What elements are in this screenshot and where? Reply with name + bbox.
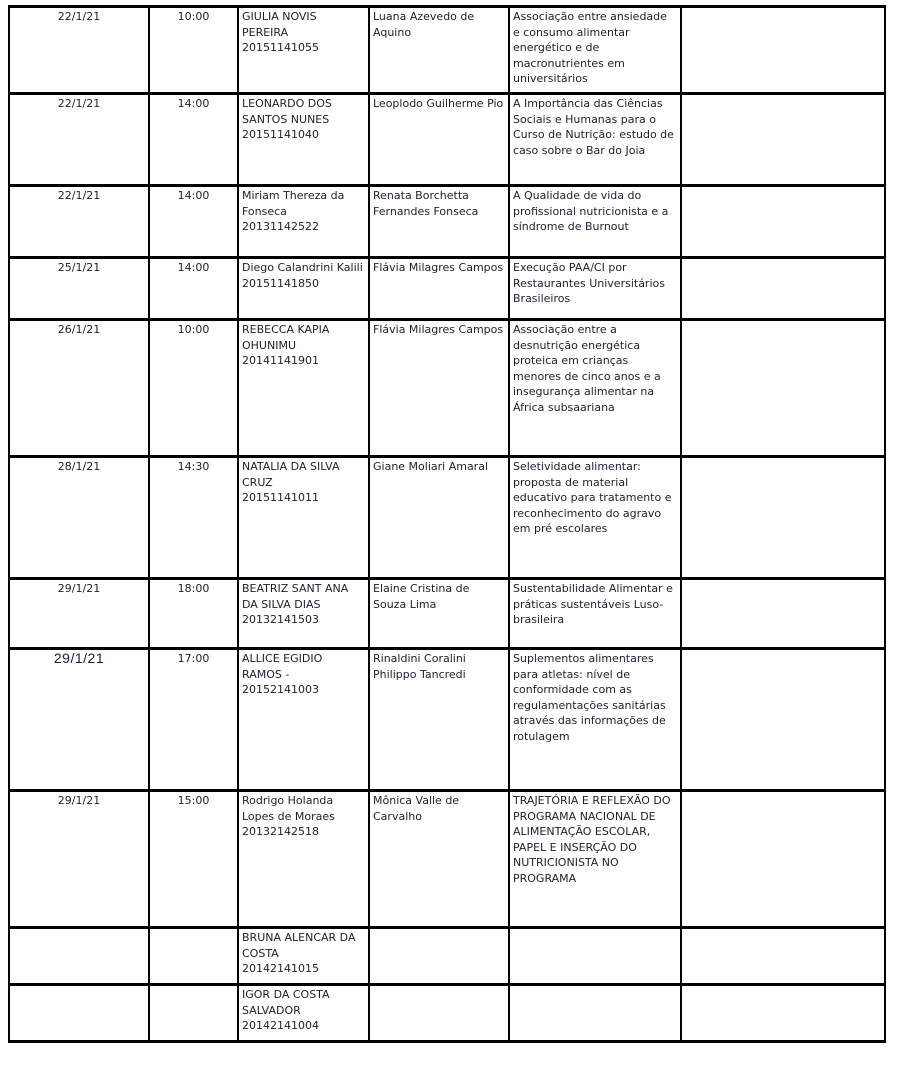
- advisor-cell-text: Leoplodo Guilherme Pio: [373, 97, 504, 110]
- work-title-cell-content: [513, 987, 677, 1039]
- student-cell-text: GIULIA NOVIS PEREIRA: [242, 10, 317, 39]
- date-cell-content: [13, 987, 145, 1039]
- student-cell-text: LEONARDO DOS SANTOS NUNES: [242, 97, 332, 126]
- student-cell-text: REBECCA KAPIA OHUNIMU: [242, 323, 330, 352]
- student-cell-text: IGOR DA COSTA SALVADOR: [242, 988, 330, 1017]
- student-cell-content: [242, 459, 365, 576]
- work-title-cell: [509, 985, 681, 1042]
- student-cell-content: [242, 651, 365, 788]
- table-row: [9, 258, 885, 320]
- work-title-cell-content: [513, 9, 677, 91]
- date-cell-content: [13, 9, 145, 91]
- work-title-cell: [509, 649, 681, 791]
- student-cell: [238, 649, 369, 791]
- work-title-cell-content: [513, 459, 677, 576]
- empty-cell: [681, 791, 885, 928]
- work-title-cell-text: Associação entre a desnutrição energética proteica em crianças menores de cinco anos e a insegurança alimentar na África subsaariana: [513, 323, 661, 414]
- student-cell-text: BEATRIZ SANT ANA DA SILVA DIAS: [242, 582, 349, 611]
- date-cell-text: 29/1/21: [53, 651, 105, 666]
- time-cell-text: 14:30: [177, 460, 210, 473]
- advisor-cell-content: [373, 459, 505, 576]
- table-row: [9, 985, 885, 1042]
- advisor-cell: [369, 985, 509, 1042]
- work-title-cell: [509, 258, 681, 320]
- time-cell: [149, 985, 238, 1042]
- time-cell-content: [153, 793, 234, 925]
- student-cell-text: ALLICE EGIDIO RAMOS -: [242, 652, 323, 681]
- date-cell-text: 28/1/21: [57, 460, 101, 473]
- student-cell-text: 20141141901: [242, 354, 319, 367]
- work-title-cell: [509, 320, 681, 457]
- student-cell-content: [242, 930, 365, 982]
- empty-cell: [681, 579, 885, 649]
- empty-cell: [681, 457, 885, 579]
- empty-cell: [681, 320, 885, 457]
- work-title-cell-content: [513, 260, 677, 317]
- time-cell-content: [153, 930, 234, 982]
- work-title-cell: [509, 579, 681, 649]
- student-cell: [238, 320, 369, 457]
- student-cell-text: 20151141055: [242, 41, 319, 54]
- student-cell: [238, 928, 369, 985]
- date-cell-content: [13, 793, 145, 925]
- time-cell-text: 10:00: [177, 323, 210, 336]
- time-cell-content: [153, 987, 234, 1039]
- date-cell-content: [13, 930, 145, 982]
- advisor-cell-text: Rinaldini Coralini Philippo Tancredi: [373, 652, 466, 681]
- date-cell-text: 29/1/21: [57, 794, 101, 807]
- date-cell: [9, 94, 149, 186]
- work-title-cell-text: Seletividade alimentar: proposta de material educativo para tratamento e reconhecimento do agravo em pré escolares: [513, 460, 672, 535]
- empty-cell: [681, 7, 885, 94]
- advisor-cell: [369, 94, 509, 186]
- advisor-cell-content: [373, 9, 505, 91]
- work-title-cell: [509, 791, 681, 928]
- date-cell: [9, 7, 149, 94]
- date-cell-content: [13, 651, 145, 788]
- student-cell: [238, 791, 369, 928]
- student-cell: [238, 258, 369, 320]
- time-cell-content: [153, 651, 234, 788]
- table-row: [9, 186, 885, 258]
- time-cell-content: [153, 322, 234, 454]
- time-cell-content: [153, 459, 234, 576]
- date-cell: [9, 457, 149, 579]
- advisor-cell: [369, 186, 509, 258]
- date-cell-content: [13, 260, 145, 317]
- student-cell-text: 20142141004: [242, 1019, 319, 1032]
- advisor-cell-text: Flávia Milagres Campos: [373, 261, 504, 274]
- empty-cell: [681, 985, 885, 1042]
- time-cell: [149, 457, 238, 579]
- work-title-cell-text: Sustentabilidade Alimentar e práticas sustentáveis Luso-brasileira: [513, 582, 673, 626]
- time-cell: [149, 791, 238, 928]
- empty-cell: [681, 258, 885, 320]
- empty-cell-content: [685, 987, 881, 1039]
- student-cell-text: Rodrigo Holanda Lopes de Moraes: [242, 794, 335, 823]
- date-cell-content: [13, 581, 145, 646]
- student-cell-content: [242, 322, 365, 454]
- student-cell-content: [242, 581, 365, 646]
- date-cell: [9, 791, 149, 928]
- student-cell-text: 20142141015: [242, 962, 319, 975]
- student-cell-text: Miriam Thereza da Fonseca: [242, 189, 345, 218]
- advisor-cell: [369, 320, 509, 457]
- date-cell: [9, 579, 149, 649]
- student-cell-text: 20131142522: [242, 220, 319, 233]
- empty-cell: [681, 928, 885, 985]
- advisor-cell-content: [373, 188, 505, 255]
- time-cell-text: 14:00: [177, 97, 210, 110]
- empty-cell: [681, 186, 885, 258]
- student-cell-content: [242, 9, 365, 91]
- empty-cell-content: [685, 793, 881, 925]
- schedule-table-body: [9, 7, 885, 1042]
- advisor-cell-text: Luana Azevedo de Aquino: [373, 10, 475, 39]
- date-cell-content: [13, 322, 145, 454]
- advisor-cell-content: [373, 930, 505, 982]
- advisor-cell-text: Giane Moliari Amaral: [373, 460, 489, 473]
- student-cell-text: 20152141003: [242, 683, 319, 696]
- advisor-cell-content: [373, 651, 505, 788]
- work-title-cell-content: [513, 322, 677, 454]
- student-cell: [238, 457, 369, 579]
- date-cell-text: 22/1/21: [57, 189, 101, 202]
- date-cell-text: 22/1/21: [57, 97, 101, 110]
- advisor-cell: [369, 928, 509, 985]
- time-cell: [149, 649, 238, 791]
- time-cell: [149, 7, 238, 94]
- time-cell-text: 17:00: [177, 652, 210, 665]
- advisor-cell-text: Flávia Milagres Campos: [373, 323, 504, 336]
- date-cell: [9, 649, 149, 791]
- table-row: [9, 579, 885, 649]
- time-cell: [149, 579, 238, 649]
- date-cell-content: [13, 188, 145, 255]
- time-cell: [149, 320, 238, 457]
- student-cell-text: 20132141503: [242, 613, 319, 626]
- empty-cell-content: [685, 260, 881, 317]
- work-title-cell-content: [513, 793, 677, 925]
- work-title-cell-content: [513, 930, 677, 982]
- time-cell-content: [153, 9, 234, 91]
- table-row: [9, 94, 885, 186]
- work-title-cell: [509, 94, 681, 186]
- advisor-cell: [369, 7, 509, 94]
- work-title-cell-text: TRAJETÓRIA E REFLEXÃO DO PROGRAMA NACIONAL DE ALIMENTAÇÃO ESCOLAR, PAPEL E INSERÇÃO DO NUTRICIONISTA NO PROGRAMA: [513, 794, 671, 885]
- student-cell-text: 20151141040: [242, 128, 319, 141]
- empty-cell-content: [685, 459, 881, 576]
- empty-cell-content: [685, 651, 881, 788]
- advisor-cell: [369, 579, 509, 649]
- work-title-cell-content: [513, 581, 677, 646]
- time-cell: [149, 186, 238, 258]
- date-cell-content: [13, 96, 145, 183]
- advisor-cell: [369, 649, 509, 791]
- work-title-cell-text: Suplementos alimentares para atletas: nível de conformidade com as regulamentações sanitárias através das informações de rotulagem: [513, 652, 666, 743]
- student-cell-content: [242, 96, 365, 183]
- time-cell-text: 10:00: [177, 10, 210, 23]
- table-row: [9, 457, 885, 579]
- time-cell-text: 14:00: [177, 261, 210, 274]
- date-cell-text: 22/1/21: [57, 10, 101, 23]
- student-cell-content: [242, 188, 365, 255]
- advisor-cell-content: [373, 322, 505, 454]
- empty-cell: [681, 649, 885, 791]
- student-cell-content: [242, 260, 365, 317]
- table-row: [9, 649, 885, 791]
- date-cell: [9, 258, 149, 320]
- date-cell-text: 29/1/21: [57, 582, 101, 595]
- table-row: [9, 320, 885, 457]
- advisor-cell-content: [373, 793, 505, 925]
- work-title-cell: [509, 186, 681, 258]
- student-cell-text: 20151141850: [242, 276, 319, 290]
- work-title-cell-text: Associação entre ansiedade e consumo alimentar energético e de macronutrientes em universitários: [513, 10, 667, 85]
- date-cell-text: 25/1/21: [57, 261, 101, 274]
- work-title-cell-text: Execução PAA/CI por Restaurantes Universitários Brasileiros: [513, 261, 665, 305]
- advisor-cell-content: [373, 96, 505, 183]
- date-cell: [9, 985, 149, 1042]
- empty-cell-content: [685, 96, 881, 183]
- student-cell: [238, 94, 369, 186]
- time-cell-content: [153, 581, 234, 646]
- date-cell: [9, 320, 149, 457]
- time-cell: [149, 258, 238, 320]
- time-cell-content: [153, 260, 234, 317]
- advisor-cell-text: Renata Borchetta Fernandes Fonseca: [373, 189, 479, 218]
- date-cell: [9, 186, 149, 258]
- student-cell-content: [242, 987, 365, 1039]
- student-cell-text: BRUNA ALENCAR DA COSTA: [242, 931, 356, 960]
- work-title-cell-content: [513, 96, 677, 183]
- student-cell-text: 20132142518: [242, 825, 319, 838]
- work-title-cell-content: [513, 651, 677, 788]
- time-cell-text: 14:00: [177, 189, 210, 202]
- work-title-cell-text: A Importância das Ciências Sociais e Humanas para o Curso de Nutrição: estudo de caso sobre o Bar do Joia: [513, 97, 674, 157]
- date-cell-text: 26/1/21: [57, 323, 101, 336]
- advisor-cell-text: Elaine Cristina de Souza Lima: [373, 582, 470, 611]
- empty-cell-content: [685, 930, 881, 982]
- work-title-cell-text: A Qualidade de vida do profissional nutricionista e a síndrome de Burnout: [513, 189, 669, 233]
- work-title-cell: [509, 7, 681, 94]
- time-cell-text: 15:00: [177, 794, 210, 807]
- student-cell-content: [242, 793, 365, 925]
- table-row: [9, 928, 885, 985]
- empty-cell-content: [685, 581, 881, 646]
- work-title-cell: [509, 457, 681, 579]
- advisor-cell: [369, 457, 509, 579]
- date-cell-content: [13, 459, 145, 576]
- student-cell-text: Diego Calandrini Kalili: [242, 261, 363, 274]
- student-cell: [238, 7, 369, 94]
- work-title-cell-content: [513, 188, 677, 255]
- empty-cell-content: [685, 9, 881, 91]
- empty-cell-content: [685, 188, 881, 255]
- time-cell-content: [153, 96, 234, 183]
- work-title-cell: [509, 928, 681, 985]
- empty-cell-content: [685, 322, 881, 454]
- time-cell-content: [153, 188, 234, 255]
- empty-cell: [681, 94, 885, 186]
- advisor-cell-content: [373, 260, 505, 317]
- student-cell: [238, 985, 369, 1042]
- time-cell: [149, 94, 238, 186]
- student-cell-text: 20151141011: [242, 491, 319, 504]
- student-cell: [238, 186, 369, 258]
- time-cell-text: 18:00: [177, 582, 210, 595]
- student-cell-text: NATALIA DA SILVA CRUZ: [242, 460, 340, 489]
- schedule-table: [8, 5, 886, 1043]
- advisor-cell-content: [373, 987, 505, 1039]
- table-row: [9, 7, 885, 94]
- advisor-cell-content: [373, 581, 505, 646]
- advisor-cell: [369, 258, 509, 320]
- time-cell: [149, 928, 238, 985]
- table-row: [9, 791, 885, 928]
- date-cell: [9, 928, 149, 985]
- advisor-cell: [369, 791, 509, 928]
- student-cell: [238, 579, 369, 649]
- advisor-cell-text: Mônica Valle de Carvalho: [373, 794, 460, 823]
